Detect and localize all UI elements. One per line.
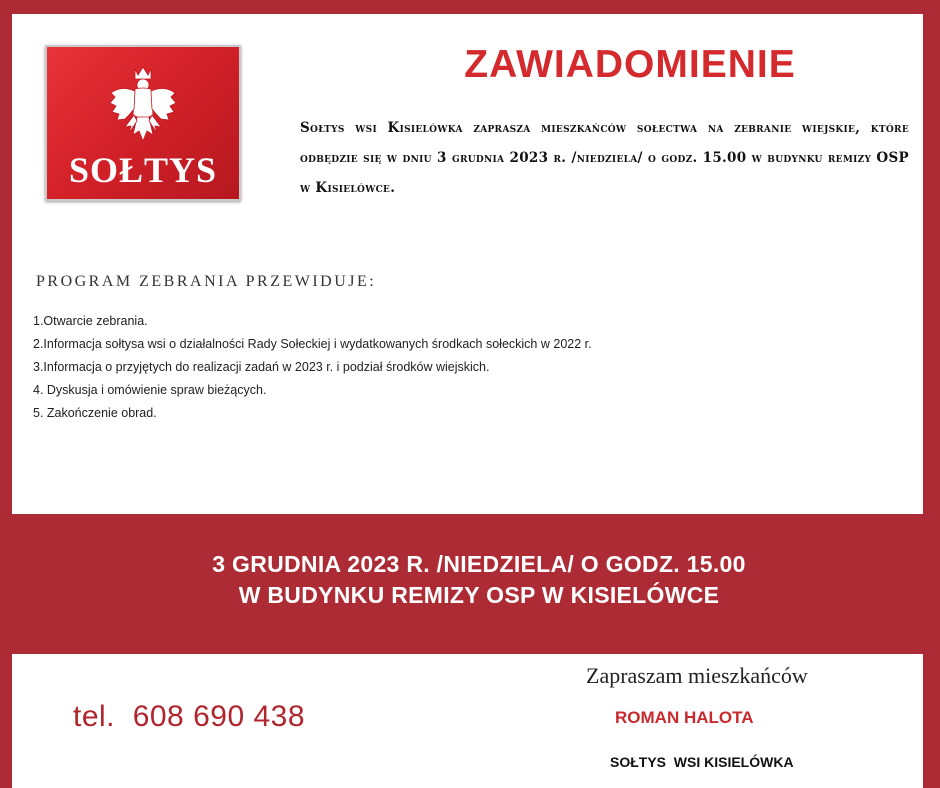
list-item: 2.Informacja sołtysa wsi o działalności Rady Sołeckiej i wydatkowanych środkach sołeckich w 2022 r. [33, 337, 592, 351]
list-item: 5. Zakończenie obrad. [33, 406, 157, 420]
signatory-role: SOŁTYS WSI KISIELÓWKA [610, 754, 794, 770]
logo-text: SOŁTYS [68, 150, 218, 190]
page-title: ZAWIADOMIENIE [464, 43, 796, 86]
banner-date-line: 3 GRUDNIA 2023 R. /NIEDZIELA/ O GODZ. 15.00 [212, 551, 746, 577]
banner-location-line: W BUDYNKU REMIZY OSP W KISIELÓWCE [238, 582, 720, 608]
signatory-name: ROMAN HALOTA [615, 708, 754, 727]
invite-text: Zapraszam mieszkańców [586, 663, 808, 688]
list-item: 1.Otwarcie zebrania. [33, 314, 148, 328]
soltys-logo [45, 45, 241, 201]
white-eagle-emblem-icon [107, 63, 179, 151]
intro-paragraph: Sołtys wsi Kisielówka zaprasza mieszkańców sołectwa na zebranie wiejskie, które odbędzie się w dniu 3 grudnia 2023 r. /niedziela/ o godz. 15.00 w budynku remizy OSP w Kisielówce. [300, 120, 909, 196]
phone-number: tel. 608 690 438 [73, 700, 306, 733]
list-item: 3.Informacja o przyjętych do realizacji zadań w 2023 r. i podział środków wiejskich. [33, 360, 490, 374]
list-item: 4. Dyskusja i omówienie spraw bieżących. [33, 383, 267, 397]
program-heading: PROGRAM ZEBRANIA PRZEWIDUJE: [36, 273, 377, 290]
program-list [33, 310, 592, 425]
